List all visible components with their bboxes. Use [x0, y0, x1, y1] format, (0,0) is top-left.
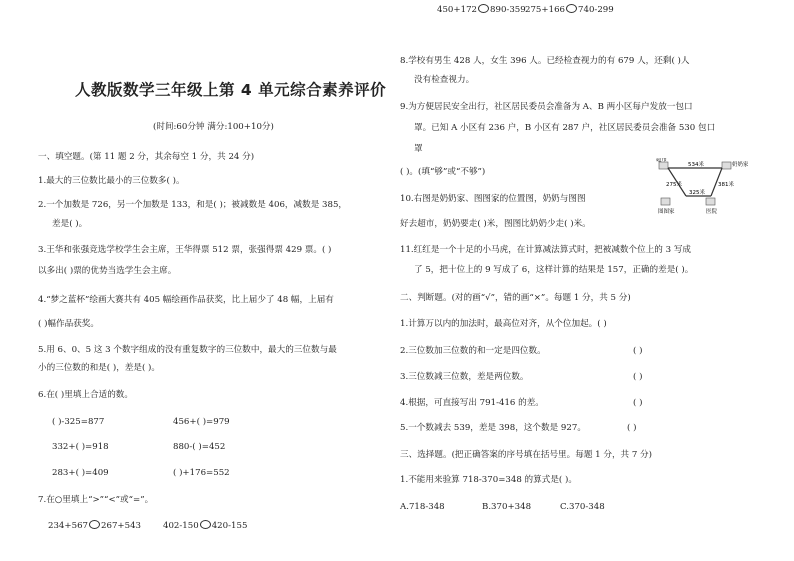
- location-map: [656, 158, 748, 216]
- q6-item: 332+( )=918: [52, 442, 109, 452]
- q8-text: 8.学校有男生 428 人，女生 396 人。已经检查视力的有 679 人，还剩( )人: [400, 56, 690, 66]
- choice-option-a: A.718-348: [400, 502, 445, 512]
- choice-option-c: C.370-348: [560, 502, 605, 512]
- supermarket-building-icon: [659, 162, 668, 169]
- exam-meta: (时间:60分钟 满分:100+10分): [153, 122, 274, 132]
- distance-label: 275米: [666, 182, 682, 188]
- q7-item: [525, 4, 614, 16]
- q9-answer-line: ( )。(填“够”或“不够”): [400, 167, 486, 177]
- q10-text: 10.右图是奶奶家、图图家的位置图，奶奶与图图: [400, 194, 586, 204]
- compare-circle[interactable]: [478, 4, 489, 13]
- q7-right-expr: 740-299: [578, 5, 614, 15]
- q7-left-expr: 234+567: [48, 521, 89, 531]
- compare-circle[interactable]: [566, 4, 577, 13]
- judge-q5: 5.一个数减去 539，差是 398，这个数是 927。: [400, 423, 586, 433]
- q7-left-expr: 275+166: [525, 5, 566, 15]
- hospital-building-icon: [706, 198, 715, 205]
- section2-heading: 二、判断题。(对的画“√”，错的画“×”。每题 1 分，共 5 分): [400, 293, 631, 303]
- judge-q2-mark[interactable]: ( ): [633, 346, 643, 356]
- q7-left-expr: 402-150: [163, 521, 199, 531]
- q7-left-expr: 450+172: [437, 5, 478, 15]
- judge-q4: 4.根据，可直接写出 791-416 的差。: [400, 398, 544, 408]
- q11-text-cont: 了 5，把十位上的 9 写成了 6，这样计算的结果是 157，正确的差是( )。: [414, 265, 694, 275]
- q7-item: [437, 4, 526, 16]
- judge-q5-mark[interactable]: ( ): [627, 423, 637, 433]
- distance-label: 381米: [718, 182, 734, 188]
- q8-text-cont: 没有检查视力。: [414, 75, 475, 85]
- distance-label: 325米: [689, 190, 705, 196]
- map-label: 奶奶家: [732, 162, 748, 168]
- compare-circle[interactable]: [200, 520, 211, 529]
- q5-text-cont: 小的三位数的和是( )，差是( )。: [38, 363, 160, 373]
- judge-q3-mark[interactable]: ( ): [633, 372, 643, 382]
- grandma-house-icon: [722, 162, 731, 169]
- q7-item: [163, 520, 247, 532]
- judge-q1: 1.计算万以内的加法时，最高位对齐，从个位加起。( ): [400, 319, 607, 329]
- right-column: [397, 0, 794, 561]
- q4-text: 4.“梦之蓝杯”绘画大赛共有 405 幅绘画作品获奖，比上届少了 48 幅，上届有: [38, 295, 334, 305]
- q7-right-expr: 267+543: [101, 521, 142, 531]
- judge-q3: 3.三位数减三位数，差是两位数。: [400, 372, 529, 382]
- q4-text-cont: ( )幅作品获奖。: [38, 319, 99, 329]
- q5-text: 5.用 6、0、5 这 3 个数字组成的没有重复数字的三位数中，最大的三位数与最: [38, 345, 337, 355]
- q11-text: 11.红红是一个十足的小马虎，在计算减法算式时，把被减数个位上的 3 写成: [400, 245, 692, 255]
- q2-text: 2.一个加数是 726，另一个加数是 133，和是( )；被减数是 406，减数是 385，: [38, 200, 348, 210]
- q7-right-expr: 420-155: [211, 521, 248, 531]
- map-label: 医院: [706, 209, 718, 215]
- section3-heading: 三、选择题。(把正确答案的序号填在括号里。每题 1 分，共 7 分): [400, 450, 653, 460]
- q6-item: 456+( )=979: [173, 417, 230, 427]
- map-label: 超市: [656, 158, 668, 163]
- q9-text-cont: 罩。已知 A 小区有 236 户，B 小区有 287 户，社区居民委员会准备 530 包口: [414, 123, 716, 133]
- q6-item: 283+( )=409: [52, 468, 109, 478]
- map-label: 图图家: [658, 209, 675, 215]
- tutu-house-icon: [661, 198, 670, 205]
- q7-text: 7.在○里填上“>”“<”或“=”。: [38, 495, 154, 505]
- compare-circle[interactable]: [89, 520, 100, 529]
- choice-q1: 1.不能用来验算 718-370=348 的算式是( )。: [400, 475, 577, 485]
- distance-label: 534米: [688, 162, 704, 168]
- q2-text-cont: 差是( )。: [52, 219, 88, 229]
- choice-option-b: B.370+348: [482, 502, 532, 512]
- q1-text: 1.最大的三位数比最小的三位数多( )。: [38, 176, 185, 186]
- judge-q4-mark[interactable]: ( ): [633, 398, 643, 408]
- page-title: 人教版数学三年级上第 4 单元综合素养评价: [75, 81, 387, 99]
- q6-item: ( )-325=877: [52, 417, 105, 427]
- q7-item: [48, 520, 141, 532]
- location-map-figure: [656, 158, 748, 216]
- q6-text: 6.在( )里填上合适的数。: [38, 390, 133, 400]
- q9-text: 9.为方便居民安全出行，社区居民委员会准备为 A、B 两小区每户发放一包口: [400, 102, 693, 112]
- q3-text-cont: 以多出( )票的优势当选学生会主席。: [38, 266, 177, 276]
- q3-text: 3.王华和张强竞选学校学生会主席，王华得票 512 票，张强得票 429 票。( ): [38, 245, 332, 255]
- q9-text-cont2: 罩: [414, 144, 423, 154]
- judge-q2: 2.三位数加三位数的和一定是四位数。: [400, 346, 546, 356]
- q10-text-cont: 好去超市，奶奶要走( )米，图图比奶奶少走( )米。: [400, 219, 591, 229]
- section1-heading: 一、填空题。(第 11 题 2 分，其余每空 1 分，共 24 分): [38, 152, 255, 162]
- q6-item: ( )+176=552: [173, 468, 230, 478]
- q6-item: 880-( )=452: [173, 442, 226, 452]
- q7-right-expr: 890-359: [490, 5, 526, 15]
